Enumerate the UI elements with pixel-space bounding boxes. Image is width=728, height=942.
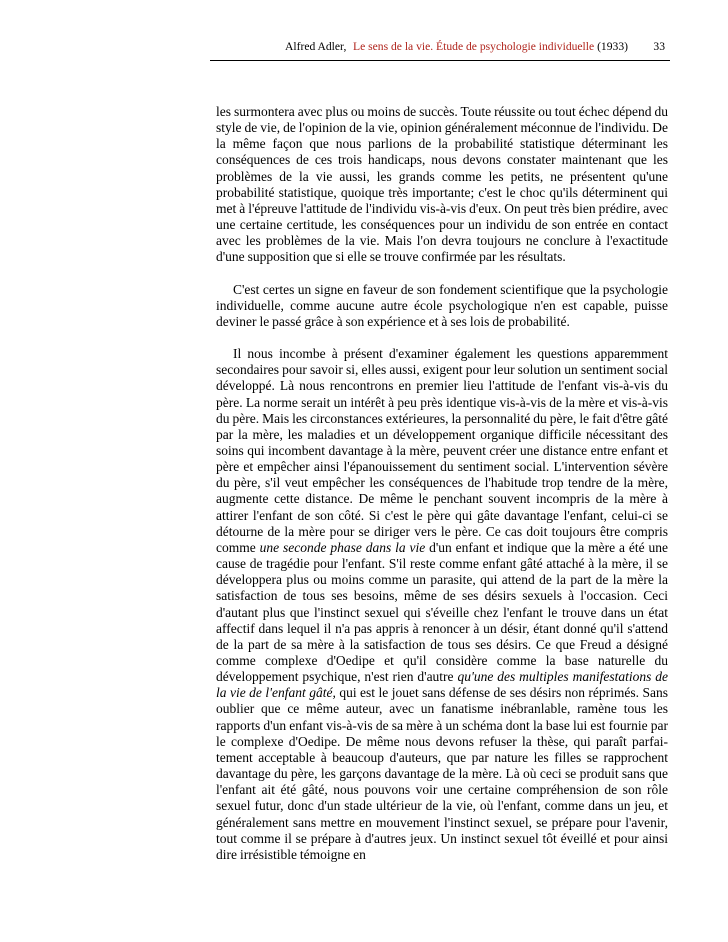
paragraph-3-part-3: qui est le jouet sans défense de ses désirs non réprimés. Sans oublier que ce même auteur, avec un fanatisme inébranlable, ramène tous les rapports d'un enfant vis-à-vis de sa mère à un schéma dont la base lui est fournie par le complexe d'Oedipe. De même nous devons refuser la thèse, qui paraît parfaitement acceptable à beaucoup d'auteurs, que par nature les filles se rapprochent davantage du père, les garçons davantage de la mère. Là où ceci se produit sans que l'enfant ait été gâté, nous pouvons voir une certaine compréhension de son rôle sexuel futur, donc d'un stade ultérieur de la vie, où l'enfant, comme dans un jeu, et généralement sans mettre en mouvement l'instinct sexuel, se prépare pour l'avenir, tout comme il se prépare à d'autres jeux. Un instinct sexuel tôt éveillé et pour ainsi dire irrésistible témoigne en xyxy=(216,685,668,862)
paragraph-3-emphasis-1: une seconde phase dans la vie xyxy=(259,539,426,555)
header-title-group xyxy=(353,40,628,54)
paragraph-3-emphasis-2: qu'une des multiples manifestations de la vie de l'enfant gâté, xyxy=(216,669,668,701)
page-number: 33 xyxy=(653,40,665,53)
header-book-title[interactable]: Le sens de la vie. Étude de psychologie individuelle xyxy=(353,40,595,53)
header-author: Alfred Adler, xyxy=(285,40,347,53)
page-body xyxy=(216,104,668,879)
paragraph-3-part-2: d'un enfant et indique que la mère a été une cause de tragédie pour l'enfant. S'il reste comme enfant gâté attaché à la mère, il se développera plus ou moins comme un parasite, qui attend de la part de la mère la satisfaction de tous ses besoins, même de ses désirs sexuels à l'occasion. Ceci d'autant plus que l'instinct sexuel qui s'éveille chez l'enfant le trouve dans un état affectif dans lequel il n'a pas appris à renoncer à un désir, étant donné qu'il s'attend de la part de sa mère à la satisfaction de tous ses désirs. Ce que Freud a désigné comme complexe d'Oedipe et qu'il considère comme la base naturelle du développement psychique, n'est rien d'autre xyxy=(216,539,668,685)
paragraph-3-part-1: Il nous incombe à présent d'examiner également les questions apparemment secondaires pour savoir si, elles aussi, exigent pour leur solution un sentiment social développé. Là nous rencontrons en premier lieu l'attitude de l'enfant vis-à-vis du père. La norme serait un intérêt à peu près identique vis-à-vis de la mère et vis-à-vis du père. Mais les circonstances extérieures, la personnalité du père, le fait d'être gâté par la mère, les maladies et un développement organique difficile nécessitant des soins qui incombent davantage à la mère, peuvent créer une distance entre enfant et père et empêcher ainsi l'épanouissement du sentiment social. L'intervention sévère du père, s'il veut empêcher les conséquences de l'habitude trop tendre de la mère, augmente cette distance. De même le penchant souvent incompris de la mère à attirer l'enfant de son côté. Si c'est le père qui gâte davantage l'enfant, celui-ci se détourne de la mère pour se diriger vers le père. Ce cas doit toujours être compris comme xyxy=(216,346,668,555)
paragraph-3 xyxy=(216,346,668,863)
header-year: (1933) xyxy=(597,40,628,53)
paragraph-2: C'est certes un signe en faveur de son fondement scientifique que la psychologie individuelle, comme aucune autre école psychologique n'en est capable, puisse deviner le passé grâce à son expérience et à ses lois de probabilité. xyxy=(216,281,668,329)
paragraph-1: les surmontera avec plus ou moins de succès. Toute réussite ou tout échec dépend du style de vie, de l'opinion de la vie, opinion généralement méconnue de l'individu. De la même façon que nous parlions de la probabilité statistique déterminant les conséquences de ces trois handicaps, nous devons constater maintenant que les problèmes de la vie aussi, les grands comme les petits, ne présentent qu'une probabilité statistique, quoique très importante; c'est le choc qu'ils déterminent qui met à l'épreuve l'attitude de l'individu vis-à-vis d'eux. On peut très bien prédire, avec une certaine certitude, les conséquences pour un individu de son entrée en contact avec les problèmes de la vie. Mais l'on devra toujours ne conclure à l'exactitude d'une supposition que si elle se trouve confirmée par les résultats. xyxy=(216,104,668,265)
running-header xyxy=(215,40,670,57)
header-rule xyxy=(210,60,670,61)
